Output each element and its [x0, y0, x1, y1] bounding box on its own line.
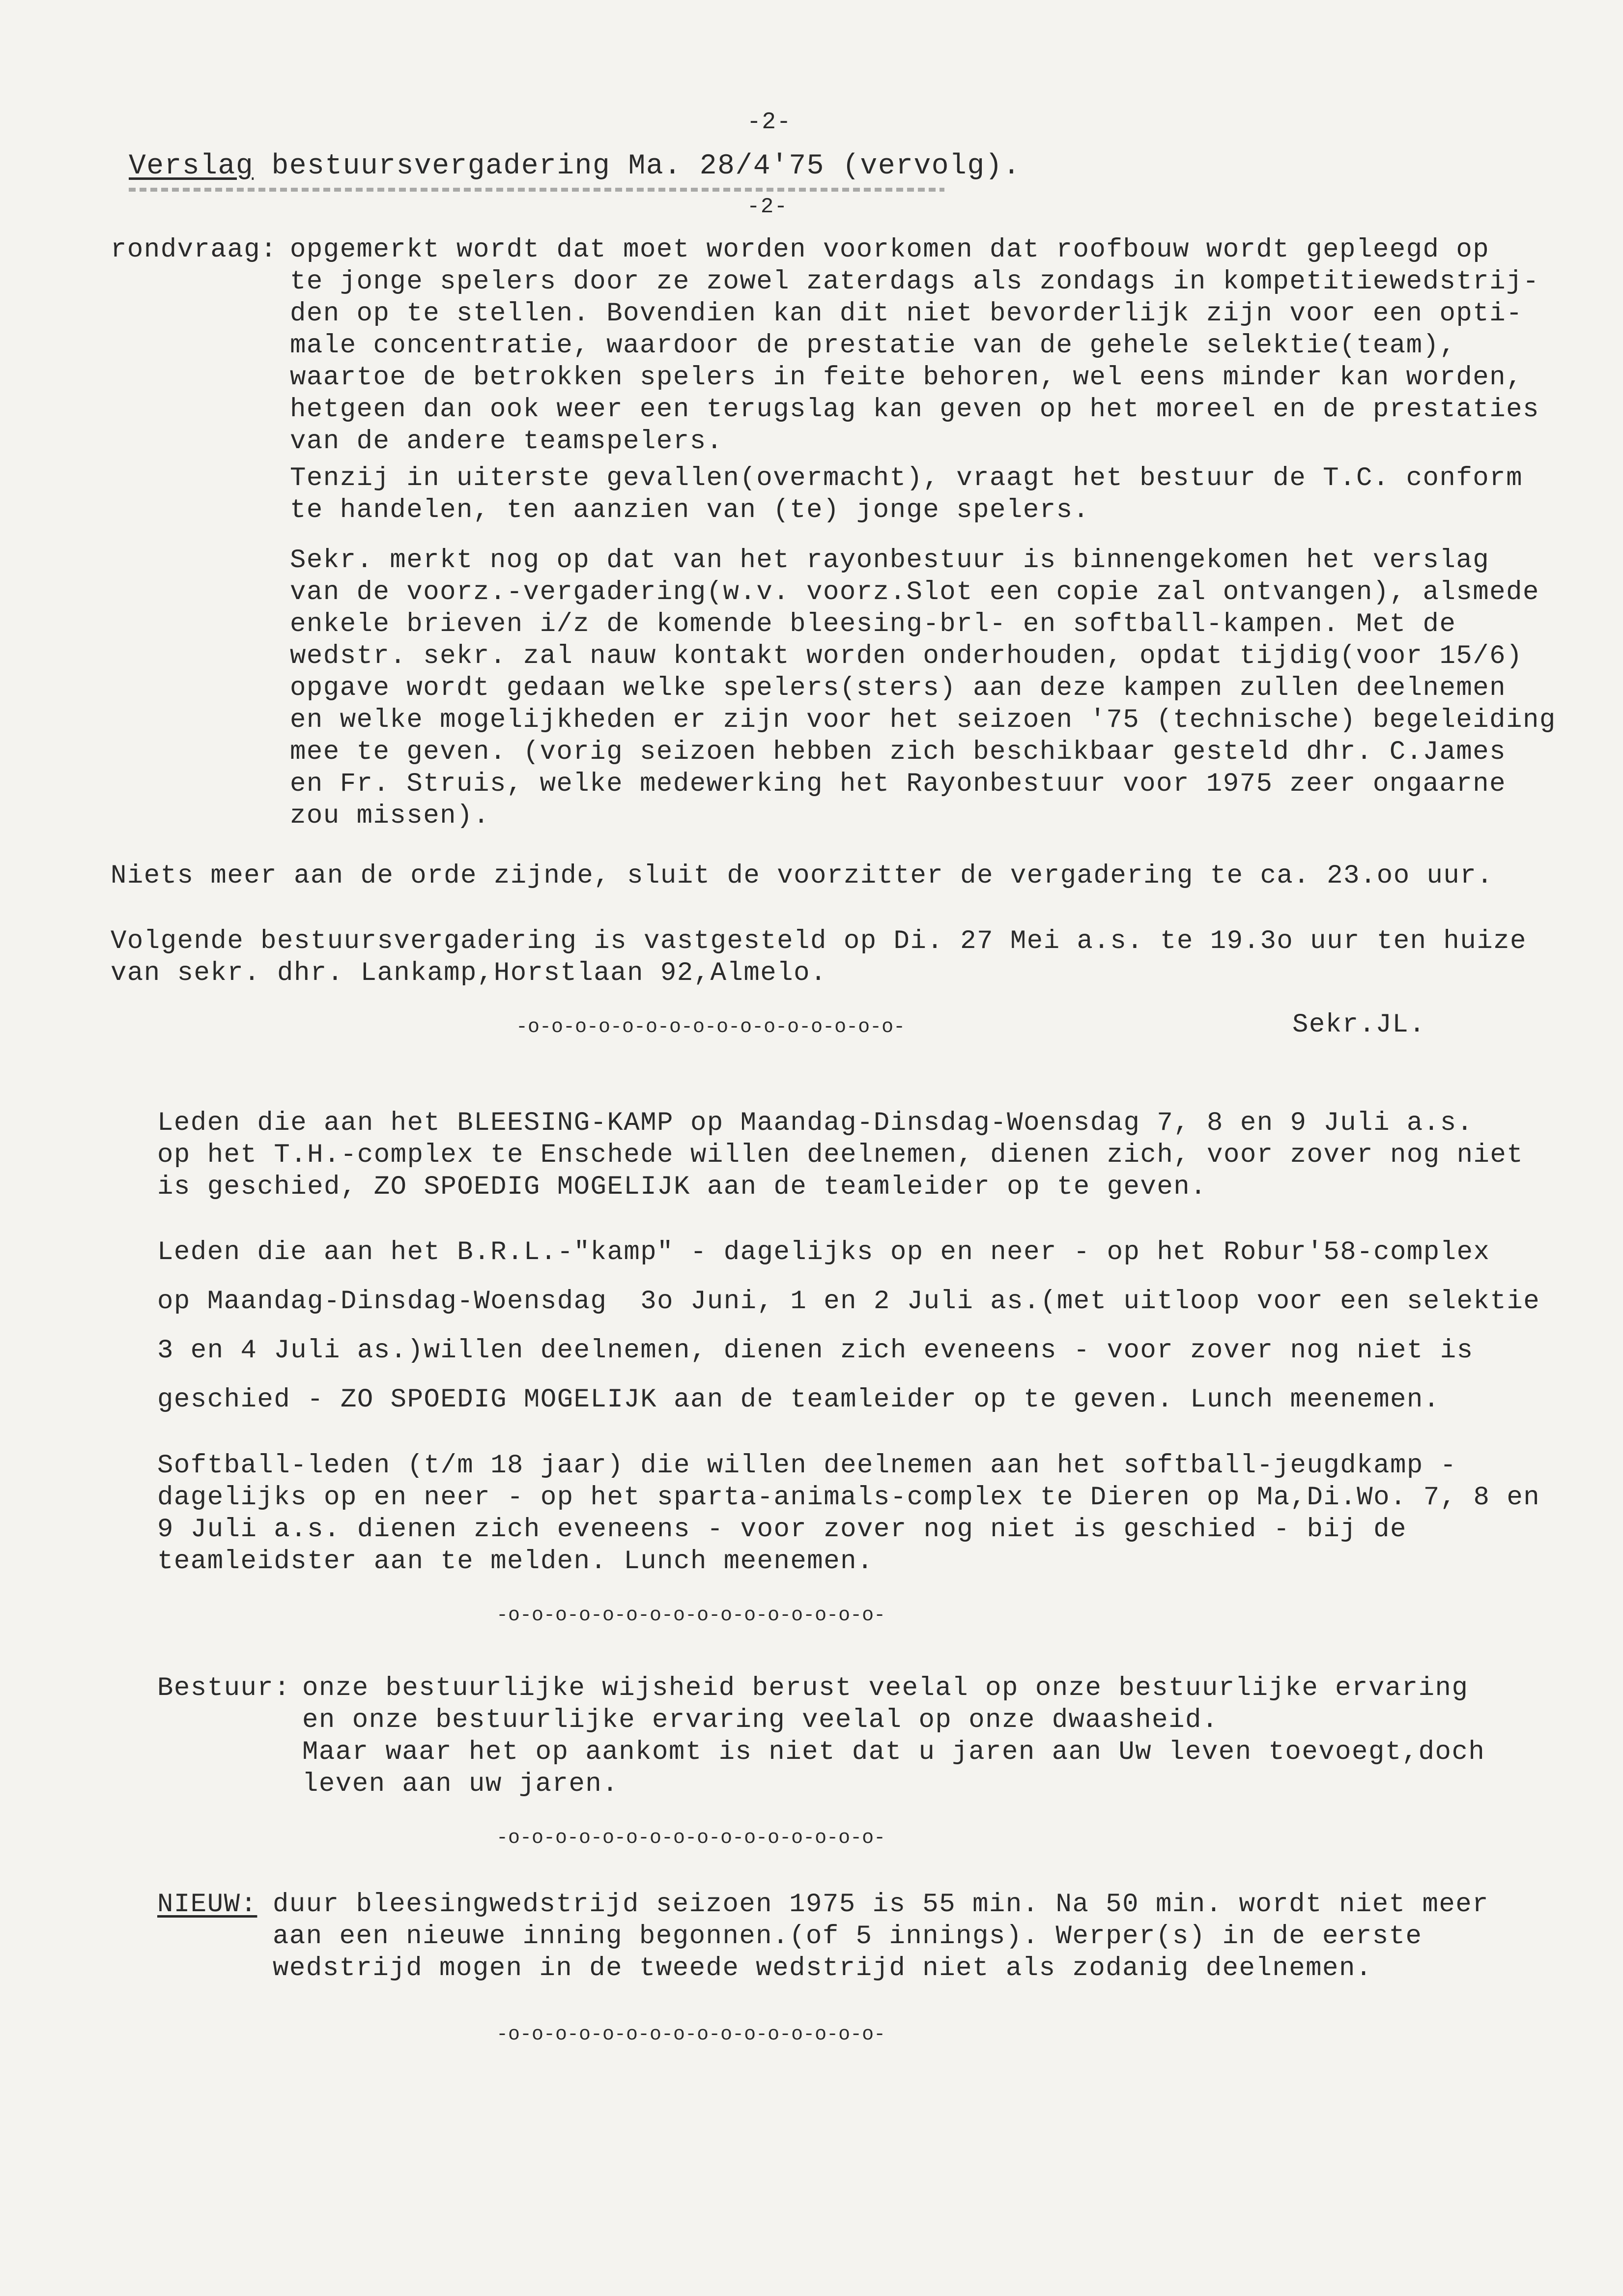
sekr-line: van de voorz.-vergadering(w.v. voorz.Slot een copie zal ontvangen), alsmede: [290, 577, 1539, 607]
bestuur-line: onze bestuurlijke wijsheid berust veelal op onze bestuurlijke ervaring: [302, 1673, 1469, 1703]
notice-line: Leden die aan het BLEESING-KAMP op Maandag-Dinsdag-Woensdag 7, 8 en 9 Juli a.s.: [157, 1108, 1474, 1138]
notice-line: teamleidster aan te melden. Lunch meenemen.: [157, 1547, 874, 1577]
rondvraag-line: den op te stellen. Bovendien kan dit niet bevorderlijk zijn voor een opti-: [290, 299, 1523, 329]
nieuw-line: aan een nieuwe inning begonnen.(of 5 innings). Werper(s) in de eerste: [273, 1922, 1423, 1952]
document-title: [129, 151, 1021, 182]
separator: -o-o-o-o-o-o-o-o-o-o-o-o-o-o-o-o-: [496, 1827, 886, 1849]
nieuw-label: [157, 1890, 257, 1920]
bestuur-label: Bestuur:: [157, 1673, 291, 1703]
rondvraag-line: waartoe de betrokken spelers in feite behoren, wel eens minder kan worden,: [290, 363, 1523, 393]
separator: -o-o-o-o-o-o-o-o-o-o-o-o-o-o-o-o-: [516, 1016, 906, 1038]
sekr-line: Sekr. merkt nog op dat van het rayonbestuur is binnengekomen het verslag: [290, 545, 1490, 575]
signature: Sekr.JL.: [1292, 1010, 1426, 1040]
title-prefix: Verslag: [129, 150, 254, 182]
sekr-line: zou missen).: [290, 801, 490, 831]
notice-line: Leden die aan het B.R.L.-"kamp" - dagelijks op en neer - op het Robur'58-complex: [157, 1237, 1490, 1267]
notice-line: 3 en 4 Juli as.)willen deelnemen, dienen zich eveneens - voor zover nog niet is: [157, 1336, 1474, 1366]
notice-line: geschied - ZO SPOEDIG MOGELIJK aan de teamleider op te geven. Lunch meenemen.: [157, 1385, 1440, 1415]
rondvraag-line: van de andere teamspelers.: [290, 427, 723, 457]
rondvraag-line: opgemerkt wordt dat moet worden voorkomen dat roofbouw wordt gepleegd op: [290, 235, 1490, 265]
notice-line: op het T.H.-complex te Enschede willen deelnemen, dienen zich, voor zover nog niet: [157, 1140, 1524, 1170]
rondvraag-label: rondvraag:: [111, 235, 278, 265]
sekr-line: mee te geven. (vorig seizoen hebben zich beschikbaar gesteld dhr. C.James: [290, 737, 1507, 767]
bestuur-line: Maar waar het op aankomt is niet dat u jaren aan Uw leven toevoegt,doch: [302, 1737, 1485, 1767]
closing-text: Niets meer aan de orde zijnde, sluit de voorzitter de vergadering te ca. 23.oo uur.: [111, 861, 1494, 891]
page-number-repeat: -2-: [747, 195, 788, 219]
sekr-line: en welke mogelijkheden er zijn voor het seizoen '75 (technische) begeleiding: [290, 705, 1556, 735]
nieuw-line: wedstrijd mogen in de tweede wedstrijd niet als zodanig deelnemen.: [273, 1953, 1372, 1983]
rondvraag-line: Tenzij in uiterste gevallen(overmacht), vraagt het bestuur de T.C. conform: [290, 463, 1523, 493]
notice-line: op Maandag-Dinsdag-Woensdag 3o Juni, 1 en 2 Juli as.(met uitloop voor een selektie: [157, 1287, 1540, 1317]
next-meeting-line: Volgende bestuursvergadering is vastgesteld op Di. 27 Mei a.s. te 19.3o uur ten huize: [111, 926, 1527, 956]
notice-line: 9 Juli a.s. dienen zich eveneens - voor zover nog niet is geschied - bij de: [157, 1515, 1407, 1545]
rondvraag-line: te handelen, ten aanzien van (te) jonge spelers.: [290, 495, 1090, 525]
sekr-line: wedstr. sekr. zal nauw kontakt worden onderhouden, opdat tijdig(voor 15/6): [290, 641, 1523, 671]
notice-line: is geschied, ZO SPOEDIG MOGELIJK aan de teamleider op te geven.: [157, 1172, 1207, 1202]
title-rest: bestuursvergadering Ma. 28/4'75 (vervolg).: [254, 150, 1021, 182]
notice-line: dagelijks op en neer - op het sparta-animals-complex te Dieren op Ma,Di.Wo. 7, 8 en: [157, 1483, 1540, 1513]
notice-line: Softball-leden (t/m 18 jaar) die willen deelnemen aan het softball-jeugdkamp -: [157, 1451, 1457, 1481]
separator: -o-o-o-o-o-o-o-o-o-o-o-o-o-o-o-o-: [496, 1605, 886, 1627]
sekr-line: opgave wordt gedaan welke spelers(sters) aan deze kampen zullen deelnemen: [290, 673, 1507, 703]
title-underline: [129, 188, 944, 192]
sekr-line: en Fr. Struis, welke medewerking het Rayonbestuur voor 1975 zeer ongaarne: [290, 769, 1507, 799]
rondvraag-line: male concentratie, waardoor de prestatie van de gehele selektie(team),: [290, 331, 1456, 361]
nieuw-line: duur bleesingwedstrijd seizoen 1975 is 55 min. Na 50 min. wordt niet meer: [273, 1890, 1489, 1920]
rondvraag-line: hetgeen dan ook weer een terugslag kan geven op het moreel en de prestaties: [290, 395, 1539, 425]
separator: -o-o-o-o-o-o-o-o-o-o-o-o-o-o-o-o-: [496, 2024, 886, 2046]
bestuur-line: leven aan uw jaren.: [302, 1769, 619, 1799]
page-number: -2-: [747, 109, 792, 136]
rondvraag-line: te jonge spelers door ze zowel zaterdags als zondags in kompetitiewedstrij-: [290, 267, 1539, 297]
sekr-line: enkele brieven i/z de komende bleesing-brl- en softball-kampen. Met de: [290, 609, 1456, 639]
bestuur-line: en onze bestuurlijke ervaring veelal op onze dwaasheid.: [302, 1705, 1219, 1735]
next-meeting-line: van sekr. dhr. Lankamp,Horstlaan 92,Almelo.: [111, 958, 827, 988]
nieuw-label-text: NIEUW:: [157, 1890, 257, 1920]
